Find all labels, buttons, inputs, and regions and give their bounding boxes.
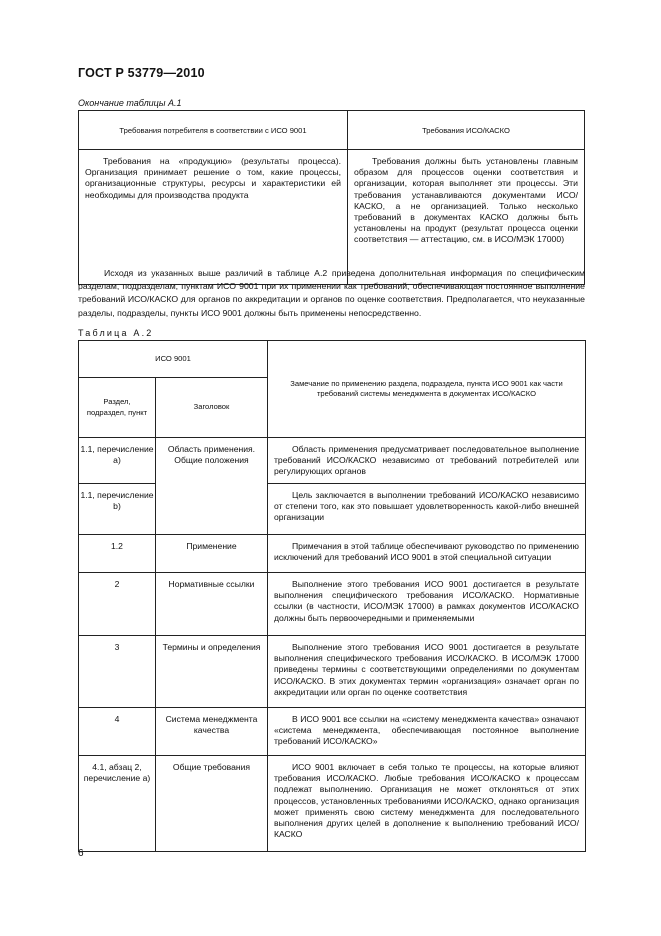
row-note: ИСО 9001 включает в себя только те процессы, на которые влияют требования ИСО/КАСКО. Любые требования ИСО/КАСКО к процессам подлежат выполнению. Организация не может отклоняться от этих процессов, установленных требованиями ИСО/КАСКО, однако организация может применять свою систему менеджмента для последовательного выполнения других целей в дополнение к выполнению требований ИСО/КАСКО bbox=[268, 756, 586, 852]
table1-header-consumer: Требования потребителя в соответствии с ИСО 9001 bbox=[79, 111, 348, 150]
row-title: Термины и определения bbox=[156, 636, 268, 708]
body-paragraph: Исходя из указанных выше различий в таблице А.2 приведена дополнительная информация по специфическим разделам, подразделам, пунктам ИСО 9001 при их применении как требований, обеспечивающая постоянное выполнение требований ИСО/КАСКО для органов по аккредитации и органов по оценке соответствия. Предполагается, что неуказанные разделы, подразделы, пункты ИСО 9001 должны быть применены непосредственно. bbox=[78, 268, 585, 318]
table-a2 bbox=[78, 340, 586, 852]
table-row bbox=[79, 484, 586, 535]
table1-header-casco: Требования ИСО/КАСКО bbox=[348, 111, 585, 150]
row-note: Область применения предусматривает последовательное выполнение требований ИСО/КАСКО независимо от требований потребителей или регулирующих органов bbox=[268, 438, 586, 484]
table2-header-note: Замечание по применению раздела, подраздела, пункта ИСО 9001 как части требований системы менеджмента в документах ИСО/КАСКО bbox=[268, 341, 586, 438]
row-title: Применение bbox=[156, 535, 268, 573]
page-number: 6 bbox=[78, 848, 84, 859]
table2-caption: Таблица А.2 bbox=[78, 328, 154, 338]
row-title: Система менеджмента качества bbox=[156, 708, 268, 756]
row-note: Цель заключается в выполнении требований ИСО/КАСКО независимо от степени того, как это повышает удовлетворенность какой-либо внешней организации bbox=[268, 484, 586, 535]
row-title: Общие требования bbox=[156, 756, 268, 852]
table1-cell-consumer: Требования на «продукцию» (результаты процесса). Организация принимает решение о том, какие процессы, организационные структуры, ресурсы и характеристики ей необходимы для производства продукта bbox=[79, 150, 348, 285]
row-section: 4.1, абзац 2, перечисление a) bbox=[79, 756, 156, 852]
table-row bbox=[79, 756, 586, 852]
table2-header-iso9001: ИСО 9001 bbox=[79, 341, 268, 378]
table1-caption: Окончание таблицы А.1 bbox=[78, 98, 182, 108]
row-section: 1.2 bbox=[79, 535, 156, 573]
row-section: 4 bbox=[79, 708, 156, 756]
row-section: 3 bbox=[79, 636, 156, 708]
table-row bbox=[79, 438, 586, 484]
row-title: Область применения. Общие положения bbox=[156, 438, 268, 535]
table-row bbox=[79, 573, 586, 636]
row-note: Выполнение этого требования ИСО 9001 достигается в результате выполнения специфического требования ИСО/КАСКО. Нормативные ссылки (в частности, ИСО/МЭК 17000) в рамках документов ИСО/КАСКО должны быть первоочередными и применяемыми bbox=[268, 573, 586, 636]
row-note: Выполнение этого требования ИСО 9001 достигается в результате выполнения специфического требования ИСО/КАСКО. В ИСО/МЭК 17000 приведены термины с соответствующими определениями по документам ИСО/КАСКО. В этих документах термин «организация» означает орган по аккредитации или орган по оценке соответствия bbox=[268, 636, 586, 708]
table2-header-section: Раздел, подраздел, пункт bbox=[79, 378, 156, 438]
document-header: ГОСТ Р 53779—2010 bbox=[78, 66, 205, 80]
row-section: 1.1, перечисление b) bbox=[79, 484, 156, 535]
row-note: В ИСО 9001 все ссылки на «систему менеджмента качества» означают «система менеджмента, обеспечивающая постоянное выполнение требований ИСО/КАСКО» bbox=[268, 708, 586, 756]
table-row bbox=[79, 535, 586, 573]
table-a1-end bbox=[78, 110, 585, 285]
table-row bbox=[79, 636, 586, 708]
row-title: Нормативные ссылки bbox=[156, 573, 268, 636]
table-row bbox=[79, 708, 586, 756]
row-section: 2 bbox=[79, 573, 156, 636]
row-note: Примечания в этой таблице обеспечивают руководство по применению исключений для требований ИСО 9001 в этой специальной ситуации bbox=[268, 535, 586, 573]
table2-header-title: Заголовок bbox=[156, 378, 268, 438]
table1-cell-casco: Требования должны быть установлены главным образом для процессов оценки соответствия и организации, которая выполняет эти процессы. Эти требования устанавливаются документами ИСО/КАСКО, а не организацией. Только несколько требований в документах КАСКО должны быть установлены на продукт (результат процесса оценки соответствия — аттестацию, см. в ИСО/МЭК 17000) bbox=[348, 150, 585, 285]
row-section: 1.1, перечисление a) bbox=[79, 438, 156, 484]
